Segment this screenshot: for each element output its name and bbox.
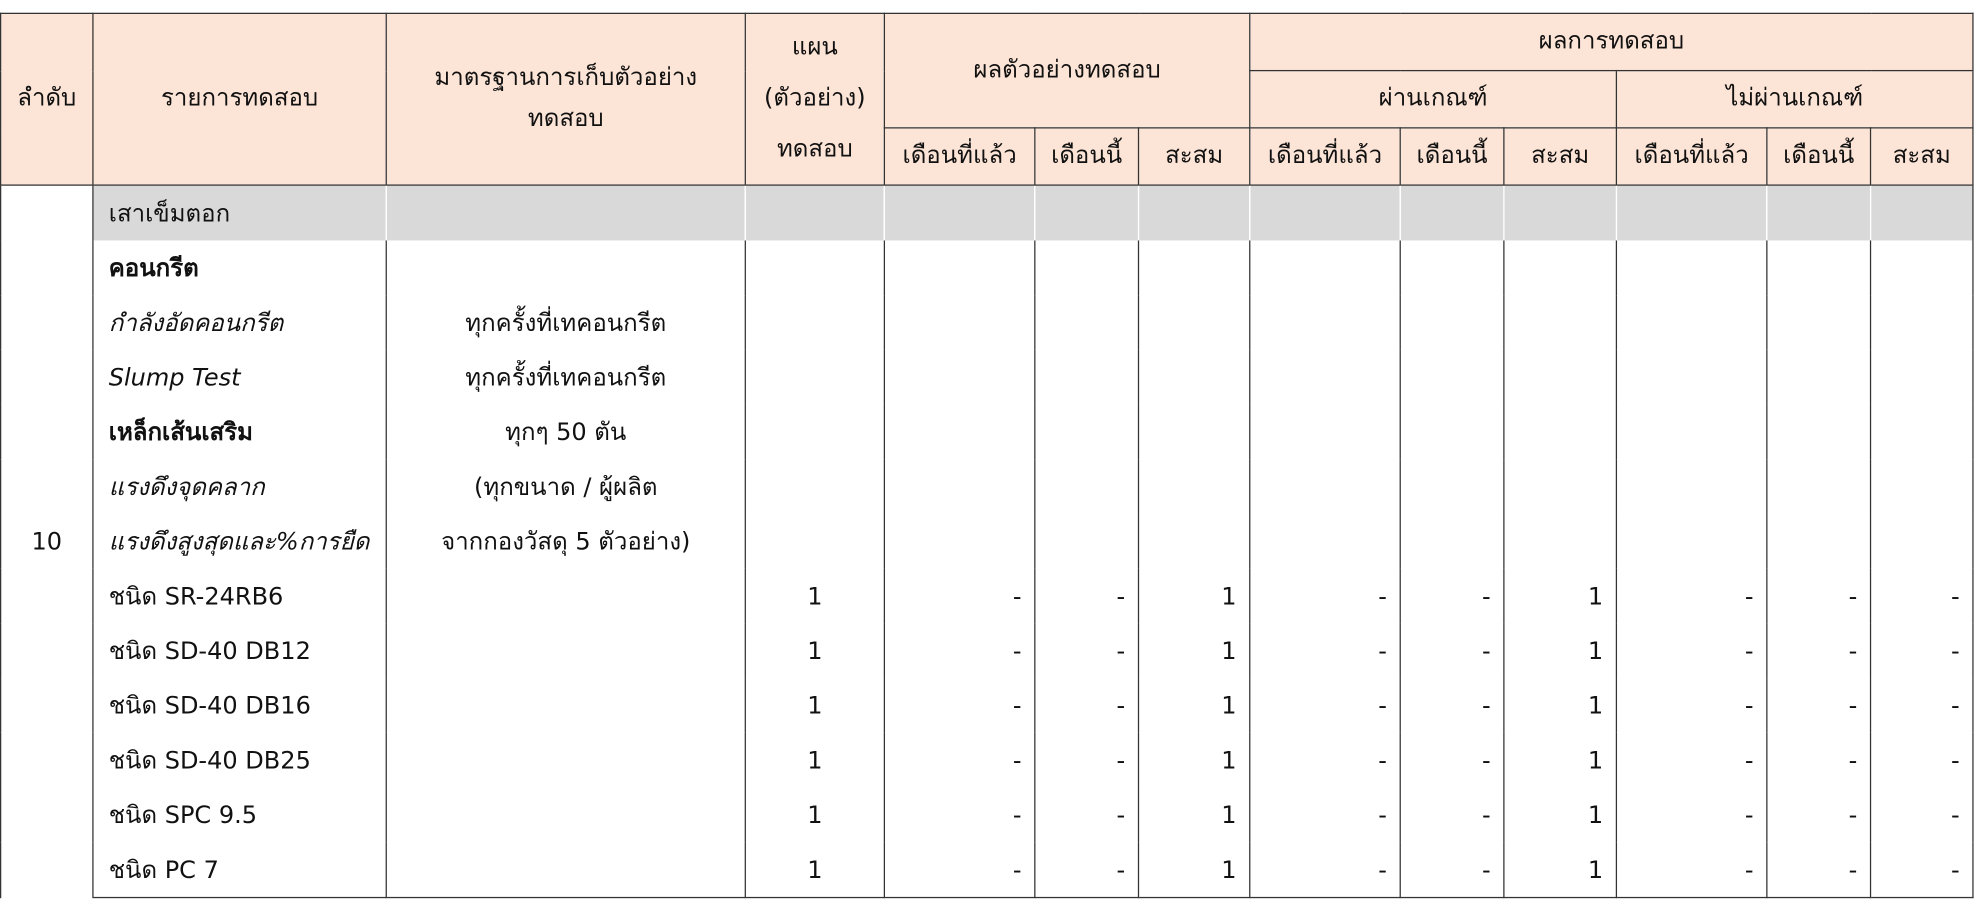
pass-cumulative-value: 1 — [1504, 733, 1617, 788]
row-standard: จากกองวัสดุ 5 ตัวอย่าง) — [386, 514, 745, 569]
empty-cell — [1616, 350, 1766, 405]
pass-prev-month-value: - — [1250, 787, 1400, 842]
header-test-result: ผลการทดสอบ — [1250, 13, 1973, 70]
table-header — [1, 13, 1973, 185]
empty-cell — [1250, 350, 1400, 405]
plan-value: 1 — [745, 569, 884, 624]
text-row — [1, 459, 1973, 514]
header-no: ลำดับ — [1, 13, 93, 185]
empty-cell — [745, 405, 884, 460]
sample-cumulative-value: 1 — [1139, 678, 1250, 733]
empty-cell — [884, 350, 1034, 405]
sample-prev-month-value: - — [884, 678, 1034, 733]
pass-this-month-value: - — [1400, 569, 1504, 624]
sample-this-month-value: - — [1035, 842, 1139, 897]
row-item-label: คอนกรีต — [93, 240, 386, 295]
pass-this-month-value: - — [1400, 678, 1504, 733]
table-body — [1, 185, 1973, 897]
plan-value: 1 — [745, 733, 884, 788]
empty-cell — [1400, 514, 1504, 569]
header-standard-line1: มาตรฐานการเก็บตัวอย่าง — [434, 63, 698, 92]
group-cell — [1400, 185, 1504, 240]
sample-prev-month-value: - — [884, 733, 1034, 788]
row-item-label: แรงดึงจุดคลาก — [93, 459, 386, 514]
row-item-label: ชนิด SD-40 DB16 — [93, 678, 386, 733]
header-sample-this-month: เดือนนี้ — [1035, 128, 1139, 185]
row-standard — [386, 787, 745, 842]
pass-cumulative-value: 1 — [1504, 842, 1617, 897]
text-row — [1, 514, 1973, 569]
fail-this-month-value: - — [1767, 678, 1871, 733]
empty-cell — [1871, 459, 1973, 514]
header-standard-line2: ทดสอบ — [527, 104, 604, 133]
sample-this-month-value: - — [1035, 623, 1139, 678]
empty-cell — [1504, 295, 1617, 350]
group-row — [1, 185, 1973, 240]
empty-cell — [1504, 405, 1617, 460]
text-row — [1, 350, 1973, 405]
data-row — [1, 678, 1973, 733]
sample-prev-month-value: - — [884, 623, 1034, 678]
pass-this-month-value: - — [1400, 787, 1504, 842]
text-row — [1, 240, 1973, 295]
group-cell — [884, 185, 1034, 240]
empty-cell — [745, 295, 884, 350]
group-cell — [1139, 185, 1250, 240]
header-sample-result: ผลตัวอย่างทดสอบ — [884, 13, 1249, 127]
pass-this-month-value: - — [1400, 733, 1504, 788]
plan-value: 1 — [745, 842, 884, 897]
empty-cell — [1400, 350, 1504, 405]
fail-prev-month-value: - — [1616, 678, 1766, 733]
fail-this-month-value: - — [1767, 842, 1871, 897]
header-pass-prev-month: เดือนที่แล้ว — [1250, 128, 1400, 185]
pass-this-month-value: - — [1400, 623, 1504, 678]
empty-cell — [1139, 405, 1250, 460]
empty-cell — [1871, 295, 1973, 350]
data-row — [1, 842, 1973, 897]
row-item-label: ชนิด SPC 9.5 — [93, 787, 386, 842]
row-standard: (ทุกขนาด / ผู้ผลิต — [386, 459, 745, 514]
empty-cell — [745, 240, 884, 295]
empty-cell — [1250, 295, 1400, 350]
sample-this-month-value: - — [1035, 787, 1139, 842]
row-number: 10 — [1, 185, 93, 897]
header-sample-prev-month: เดือนที่แล้ว — [884, 128, 1034, 185]
header-pass-cumulative: สะสม — [1504, 128, 1617, 185]
header-plan-line3: ทดสอบ — [776, 134, 853, 163]
pass-cumulative-value: 1 — [1504, 678, 1617, 733]
row-item-label: Slump Test — [93, 350, 386, 405]
empty-cell — [884, 240, 1034, 295]
empty-cell — [1767, 240, 1871, 295]
fail-cumulative-value: - — [1871, 623, 1973, 678]
pass-prev-month-value: - — [1250, 623, 1400, 678]
row-item-label: ชนิด SD-40 DB12 — [93, 623, 386, 678]
fail-this-month-value: - — [1767, 569, 1871, 624]
fail-cumulative-value: - — [1871, 787, 1973, 842]
fail-this-month-value: - — [1767, 787, 1871, 842]
empty-cell — [1035, 240, 1139, 295]
empty-cell — [1139, 459, 1250, 514]
row-standard: ทุกครั้งที่เทคอนกรีต — [386, 295, 745, 350]
group-cell — [386, 185, 745, 240]
row-standard — [386, 733, 745, 788]
pass-this-month-value: - — [1400, 842, 1504, 897]
row-item-label: ชนิด SD-40 DB25 — [93, 733, 386, 788]
test-results-table — [0, 13, 1974, 898]
row-item-label: ชนิด SR-24RB6 — [93, 569, 386, 624]
sample-prev-month-value: - — [884, 569, 1034, 624]
row-item-label: เหล็กเส้นเสริม — [93, 405, 386, 460]
empty-cell — [1616, 240, 1766, 295]
empty-cell — [1139, 240, 1250, 295]
fail-prev-month-value: - — [1616, 569, 1766, 624]
pass-prev-month-value: - — [1250, 569, 1400, 624]
row-item-label: แรงดึงสูงสุดและ%การยืด — [93, 514, 386, 569]
row-item-label: ชนิด PC 7 — [93, 842, 386, 897]
fail-cumulative-value: - — [1871, 678, 1973, 733]
empty-cell — [1767, 514, 1871, 569]
empty-cell — [1400, 405, 1504, 460]
header-sample-cumulative: สะสม — [1139, 128, 1250, 185]
empty-cell — [1616, 514, 1766, 569]
fail-this-month-value: - — [1767, 623, 1871, 678]
fail-cumulative-value: - — [1871, 569, 1973, 624]
fail-cumulative-value: - — [1871, 842, 1973, 897]
empty-cell — [1767, 459, 1871, 514]
pass-cumulative-value: 1 — [1504, 787, 1617, 842]
data-row — [1, 623, 1973, 678]
row-item-label: กำลังอัดคอนกรีต — [93, 295, 386, 350]
data-row — [1, 733, 1973, 788]
empty-cell — [1139, 514, 1250, 569]
data-row — [1, 569, 1973, 624]
empty-cell — [1250, 459, 1400, 514]
empty-cell — [1035, 459, 1139, 514]
empty-cell — [1400, 295, 1504, 350]
sample-this-month-value: - — [1035, 569, 1139, 624]
empty-cell — [884, 459, 1034, 514]
group-cell — [1871, 185, 1973, 240]
header-item: รายการทดสอบ — [93, 13, 386, 185]
row-standard: ทุกครั้งที่เทคอนกรีต — [386, 350, 745, 405]
header-fail-this-month: เดือนนี้ — [1767, 128, 1871, 185]
header-standard — [386, 13, 745, 185]
empty-cell — [1035, 295, 1139, 350]
header-pass: ผ่านเกณฑ์ — [1250, 71, 1617, 128]
empty-cell — [884, 295, 1034, 350]
plan-value: 1 — [745, 678, 884, 733]
header-fail-cumulative: สะสม — [1871, 128, 1973, 185]
empty-cell — [1139, 295, 1250, 350]
row-standard: ทุกๆ 50 ตัน — [386, 405, 745, 460]
pass-prev-month-value: - — [1250, 733, 1400, 788]
empty-cell — [1767, 405, 1871, 460]
plan-value: 1 — [745, 623, 884, 678]
empty-cell — [745, 514, 884, 569]
empty-cell — [1871, 405, 1973, 460]
empty-cell — [1767, 350, 1871, 405]
sample-cumulative-value: 1 — [1139, 623, 1250, 678]
fail-this-month-value: - — [1767, 733, 1871, 788]
empty-cell — [884, 514, 1034, 569]
fail-prev-month-value: - — [1616, 733, 1766, 788]
empty-cell — [1871, 514, 1973, 569]
empty-cell — [1400, 459, 1504, 514]
header-plan — [745, 13, 884, 185]
header-fail: ไม่ผ่านเกณฑ์ — [1616, 71, 1973, 128]
empty-cell — [1504, 514, 1617, 569]
sample-cumulative-value: 1 — [1139, 733, 1250, 788]
empty-cell — [1400, 240, 1504, 295]
pass-prev-month-value: - — [1250, 842, 1400, 897]
row-standard — [386, 240, 745, 295]
empty-cell — [1035, 405, 1139, 460]
empty-cell — [1250, 514, 1400, 569]
empty-cell — [1250, 405, 1400, 460]
sample-cumulative-value: 1 — [1139, 569, 1250, 624]
sample-this-month-value: - — [1035, 678, 1139, 733]
group-label: เสาเข็มตอก — [93, 185, 386, 240]
pass-prev-month-value: - — [1250, 678, 1400, 733]
empty-cell — [1035, 514, 1139, 569]
group-cell — [1504, 185, 1617, 240]
group-cell — [1250, 185, 1400, 240]
header-plan-line2: (ตัวอย่าง) — [764, 84, 866, 113]
row-standard — [386, 842, 745, 897]
empty-cell — [745, 459, 884, 514]
empty-cell — [1139, 350, 1250, 405]
row-standard — [386, 569, 745, 624]
empty-cell — [1504, 459, 1617, 514]
empty-cell — [1871, 240, 1973, 295]
pass-cumulative-value: 1 — [1504, 623, 1617, 678]
sample-this-month-value: - — [1035, 733, 1139, 788]
empty-cell — [1767, 295, 1871, 350]
fail-prev-month-value: - — [1616, 787, 1766, 842]
row-standard — [386, 623, 745, 678]
fail-cumulative-value: - — [1871, 733, 1973, 788]
empty-cell — [1035, 350, 1139, 405]
empty-cell — [884, 405, 1034, 460]
text-row — [1, 295, 1973, 350]
sample-prev-month-value: - — [884, 787, 1034, 842]
data-row — [1, 787, 1973, 842]
sample-cumulative-value: 1 — [1139, 842, 1250, 897]
empty-cell — [745, 350, 884, 405]
fail-prev-month-value: - — [1616, 623, 1766, 678]
group-cell — [745, 185, 884, 240]
empty-cell — [1616, 459, 1766, 514]
header-plan-line1: แผน — [791, 33, 838, 62]
empty-cell — [1616, 405, 1766, 460]
row-standard — [386, 678, 745, 733]
pass-cumulative-value: 1 — [1504, 569, 1617, 624]
empty-cell — [1616, 295, 1766, 350]
empty-cell — [1250, 240, 1400, 295]
header-pass-this-month: เดือนนี้ — [1400, 128, 1504, 185]
group-cell — [1035, 185, 1139, 240]
group-cell — [1616, 185, 1766, 240]
group-cell — [1767, 185, 1871, 240]
fail-prev-month-value: - — [1616, 842, 1766, 897]
empty-cell — [1871, 350, 1973, 405]
sample-cumulative-value: 1 — [1139, 787, 1250, 842]
empty-cell — [1504, 240, 1617, 295]
text-row — [1, 405, 1973, 460]
empty-cell — [1504, 350, 1617, 405]
sample-prev-month-value: - — [884, 842, 1034, 897]
header-fail-prev-month: เดือนที่แล้ว — [1616, 128, 1766, 185]
plan-value: 1 — [745, 787, 884, 842]
